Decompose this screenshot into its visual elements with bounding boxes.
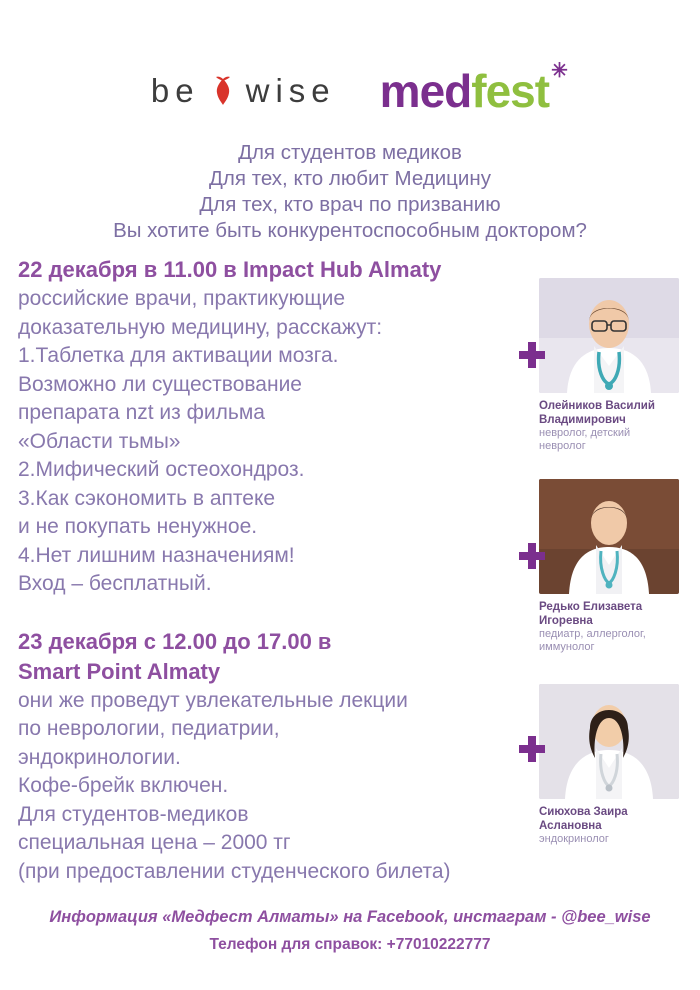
event-1-line-7: 2.Мифический остеохондроз.: [18, 458, 305, 481]
speaker-role: невролог, детский невролог: [539, 427, 631, 452]
bee-wise-word-be: be: [150, 72, 200, 109]
speaker-card: [517, 278, 687, 453]
event-1-line-11: Вход – бесплатный.: [18, 572, 212, 595]
event-2-line-6: специальная цена – 2000 тг: [18, 831, 291, 854]
event-block-2: [18, 627, 528, 887]
portrait-oleynikov: [539, 278, 679, 393]
event-2-line-4: Кофе-брейк включен.: [18, 774, 229, 797]
event-1-line-10: 4.Нет лишним назначениям!: [18, 543, 295, 567]
portrait-redko: [539, 479, 679, 594]
intro-line-4: Вы хотите быть конкурентоспособным доктором?: [113, 219, 587, 242]
medfest-fest: fest: [471, 65, 550, 117]
medfest-logo: [379, 60, 567, 117]
cross-icon: [517, 734, 547, 764]
speaker-role: педиатр, аллерголог, иммунолог: [539, 628, 646, 653]
event-1-line-2: доказательную медицину, расскажут:: [18, 315, 383, 339]
event-2-line-3: эндокринологии.: [18, 745, 181, 769]
bee-icon: [210, 76, 236, 106]
cross-icon: [517, 340, 547, 370]
medfest-med: med: [379, 65, 472, 117]
speaker-card: [517, 479, 687, 654]
asterisk-icon: ✳: [551, 60, 567, 82]
footer-social-line: Информация «Медфест Алматы» на Facebook, инстаграм - @bee_wise: [49, 908, 651, 926]
event-2-line-7: (при предоставлении студенческого билета): [18, 859, 451, 883]
speaker-name: Олейников Василий Владимирович: [539, 400, 655, 426]
event-1-line-1: российские врачи, практикующие: [18, 287, 346, 310]
event-1-line-3: 1.Таблетка для активации мозга.: [18, 344, 339, 367]
footer-phone-line: Телефон для справок: +77010222777: [209, 936, 491, 953]
event-1-line-4: Возможно ли существование: [18, 372, 302, 396]
header-logos: [0, 56, 700, 126]
speaker-role: эндокринолог: [539, 833, 609, 845]
event-2-heading-line-1: 23 декабря с 12.00 до 17.00 в: [18, 628, 332, 654]
event-2-heading-line-2: Smart Point Almaty: [18, 658, 221, 684]
bee-wise-logo: [151, 72, 336, 110]
event-1-heading: 22 декабря в 11.00 в Impact Hub Almaty: [18, 257, 442, 282]
body-text: [18, 255, 528, 886]
intro-line-2: Для тех, кто любит Медицину: [209, 167, 491, 190]
event-2-line-5: Для студентов-медиков: [18, 802, 249, 826]
event-1-line-6: «Области тьмы»: [18, 429, 181, 453]
event-1-line-5: препарата nzt из фильма: [18, 401, 265, 424]
cross-icon: [517, 541, 547, 571]
event-block-1: [18, 255, 528, 599]
intro-line-1: Для студентов медиков: [238, 141, 462, 164]
speakers-column: [517, 278, 687, 868]
speaker-name: Редько Елизавета Игоревна: [539, 601, 643, 627]
speaker-name: Сиюхова Заира Аслановна: [539, 806, 628, 832]
portrait-siyukhova: [539, 684, 679, 799]
speaker-card: [517, 684, 687, 846]
footer: [0, 905, 700, 957]
event-2-line-2: по неврологии, педиатрии,: [18, 717, 280, 740]
intro-line-3: Для тех, кто врач по призванию: [199, 193, 501, 216]
event-1-line-9: и не покупать ненужное.: [18, 515, 258, 538]
event-1-line-8: 3.Как сэкономить в аптеке: [18, 486, 276, 510]
intro-block: [0, 140, 700, 244]
event-2-line-1: они же проведут увлекательные лекции: [18, 688, 408, 712]
bee-wise-word-wise: wise: [245, 72, 336, 109]
